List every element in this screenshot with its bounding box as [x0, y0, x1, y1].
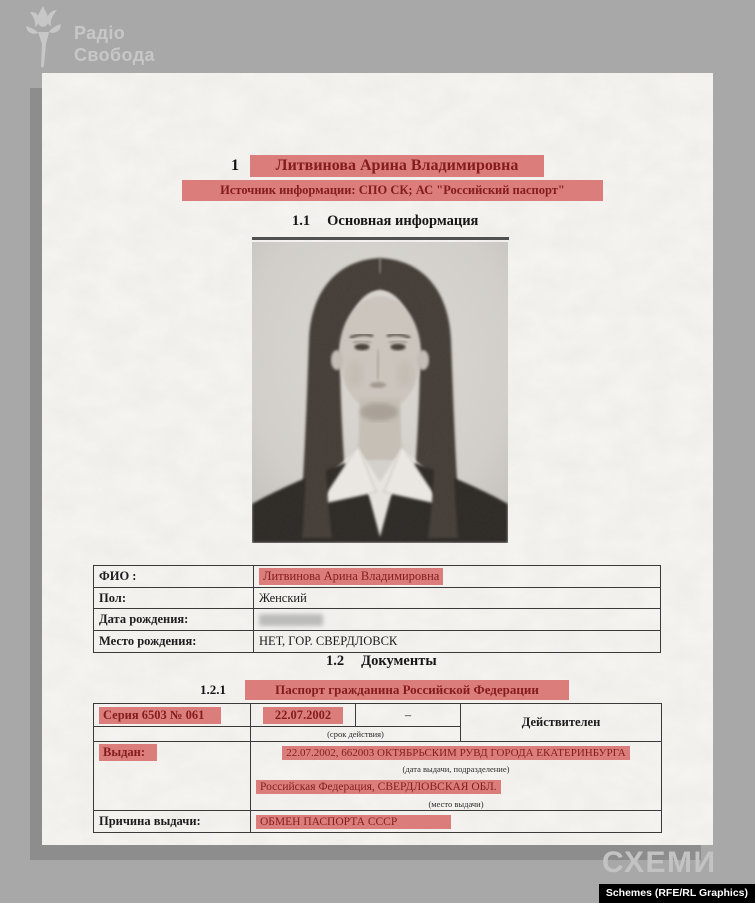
birth-date-value-cell — [254, 609, 661, 631]
issued-label-cell — [94, 742, 251, 811]
birth-place-value: НЕТ, ГОР. СВЕРДЛОВСК — [254, 631, 661, 653]
empty-cell — [94, 727, 251, 742]
table-row — [94, 566, 661, 588]
issue-place-cell — [251, 776, 662, 798]
section-1-number: 1 — [231, 157, 239, 174]
issue-date-cell — [251, 704, 356, 727]
torch-icon — [20, 4, 66, 70]
radio-svoboda-logo — [20, 4, 155, 70]
logo-line-1: Радіо — [74, 23, 126, 43]
table-row — [94, 609, 661, 631]
section-1-1-heading — [292, 213, 478, 230]
issue-date-highlighted: 22.07.2002 — [263, 707, 343, 724]
validity-caption: (срок действия) — [251, 727, 461, 742]
table-row — [94, 811, 662, 833]
source-line-highlighted: Источник информации: СПО СК; АС "Российский паспорт" — [182, 180, 603, 201]
schemes-watermark: СХЕМИ — [602, 846, 717, 879]
logo-line-2: Свобода — [74, 45, 155, 65]
fio-label: ФИО : — [94, 566, 254, 588]
validity-dash-cell: – — [356, 704, 461, 727]
section-1-2-title: Документы — [361, 653, 437, 669]
table-row — [94, 588, 661, 609]
logo-wordmark — [74, 22, 155, 66]
section-1-title-highlighted: Литвинова Арина Владимировна — [250, 155, 544, 177]
table-row — [94, 631, 661, 653]
section-1-2-1-title-highlighted: Паспорт гражданина Российской Федерации — [245, 680, 569, 700]
issue-place-highlighted: Российская Федерация, СВЕРДЛОВСКАЯ ОБЛ. — [256, 780, 501, 794]
table-row — [94, 704, 662, 727]
reason-label: Причина выдачи: — [94, 811, 251, 833]
series-cell — [94, 704, 251, 727]
issue-place-caption: (место выдачи) — [251, 798, 662, 811]
section-1-2-1-number: 1.2.1 — [200, 682, 226, 697]
table-row — [94, 742, 662, 763]
redacted-birth-date — [259, 614, 323, 626]
issued-value-cell — [251, 742, 662, 763]
basic-info-table — [93, 565, 661, 653]
gender-label: Пол: — [94, 588, 254, 609]
status-cell: Действителен — [461, 704, 662, 742]
issued-caption: (дата выдачи, подразделение) — [251, 763, 662, 776]
series-value-highlighted: Серия 6503 № 061 — [99, 707, 221, 724]
photo-top-rule — [252, 237, 509, 240]
gender-value: Женский — [254, 588, 661, 609]
fio-value-cell — [254, 566, 661, 588]
issued-value-highlighted: 22.07.2002, 662003 ОКТЯБРЬСКИМ РУВД ГОРОДА ЕКАТЕРИНБУРГА — [282, 746, 629, 760]
reason-value-cell — [251, 811, 662, 833]
section-1-2-number: 1.2 — [326, 653, 345, 669]
passport-photo — [252, 242, 508, 543]
issued-label-highlighted: Выдан: — [99, 744, 157, 761]
passport-table — [93, 703, 662, 833]
document-page — [42, 73, 713, 845]
section-1-1-number: 1.1 — [292, 213, 311, 229]
section-1-2-heading — [326, 653, 437, 670]
birth-place-label: Место рождения: — [94, 631, 254, 653]
fio-value-highlighted: Литвинова Арина Владимировна — [259, 568, 443, 585]
birth-date-label: Дата рождения: — [94, 609, 254, 631]
section-1-1-title: Основная информация — [327, 213, 479, 229]
reason-value-highlighted: ОБМЕН ПАСПОРТА СССР — [256, 815, 451, 829]
graphics-credit: Schemes (RFE/RL Graphics) — [599, 884, 755, 903]
